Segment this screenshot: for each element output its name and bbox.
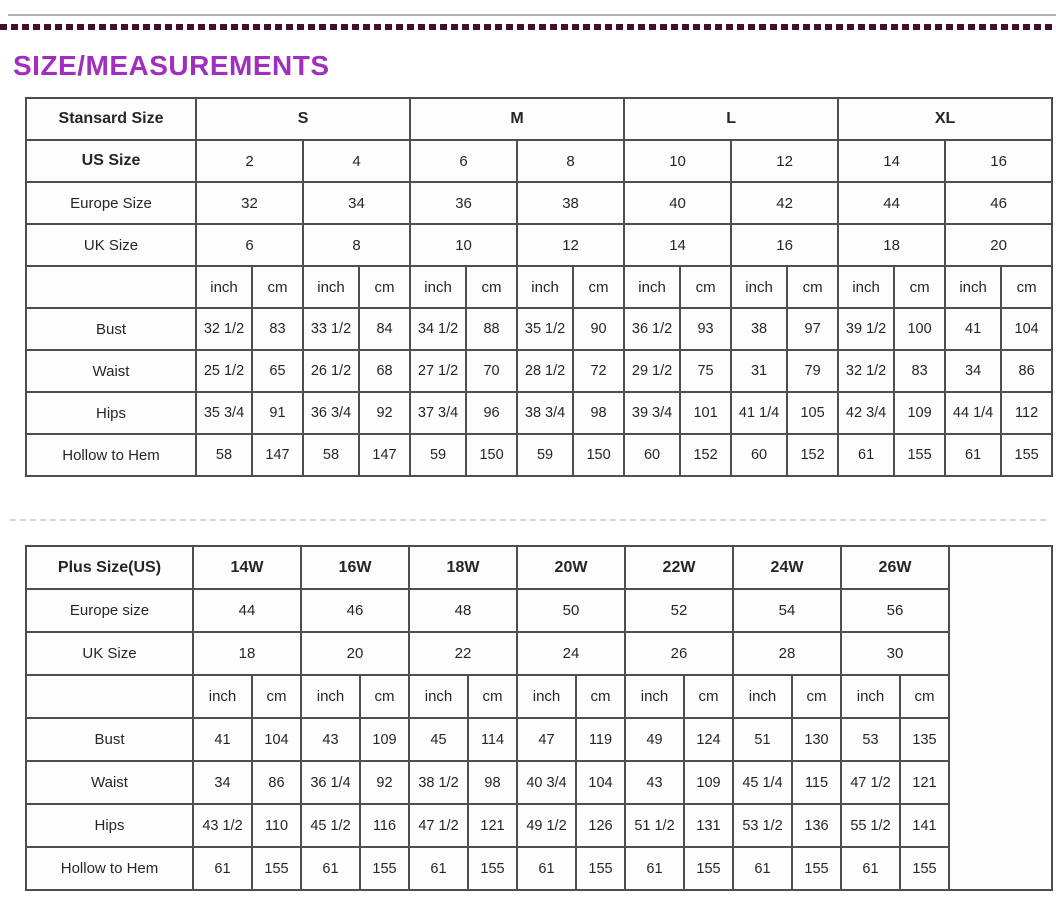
measurement-value: 93 [680,308,731,350]
row-label: Bust [26,718,193,761]
measurement-value: 105 [787,392,838,434]
unit-label: cm [252,675,301,718]
size-group-label: M [410,98,624,140]
measurement-value: 141 [900,804,949,847]
unit-label: inch [196,266,252,308]
unit-header-row [26,266,1052,308]
measurement-value: 155 [792,847,841,890]
size-conversion-row [26,140,1052,182]
measurement-value: 29 1/2 [624,350,680,392]
measurement-row [26,308,1052,350]
size-conversion-row [26,182,1052,224]
measurement-value: 36 1/4 [301,761,360,804]
row-label: UK Size [26,224,196,266]
size-group-label: S [196,98,410,140]
measurement-value: 83 [252,308,303,350]
size-value: 44 [193,589,301,632]
row-label: Hollow to Hem [26,434,196,476]
size-value: 38 [517,182,624,224]
measurement-value: 72 [573,350,624,392]
size-value: 36 [410,182,517,224]
unit-header-row [26,675,1052,718]
size-value: 28 [733,632,841,675]
measurement-value: 126 [576,804,625,847]
standard-size-table [25,97,1053,477]
measurement-value: 121 [468,804,517,847]
size-value: 46 [301,589,409,632]
measurement-value: 155 [252,847,301,890]
measurement-value: 49 [625,718,684,761]
measurement-value: 70 [466,350,517,392]
size-group-row [26,546,1052,589]
size-value: 8 [303,224,410,266]
size-value: 20 [945,224,1052,266]
measurement-value: 104 [1001,308,1052,350]
size-value: 10 [410,224,517,266]
measurement-value: 41 [945,308,1001,350]
measurement-value: 152 [680,434,731,476]
measurement-value: 34 [193,761,252,804]
empty-column-cell [949,546,1052,890]
measurement-value: 101 [680,392,731,434]
size-value: 30 [841,632,949,675]
measurement-value: 43 [301,718,360,761]
measurement-value: 43 [625,761,684,804]
unit-label: inch [838,266,894,308]
size-value: 10 [624,140,731,182]
size-value: 14 [624,224,731,266]
measurement-value: 91 [252,392,303,434]
size-value: 52 [625,589,733,632]
unit-label: inch [517,266,573,308]
size-value: 2 [196,140,303,182]
measurement-row [26,434,1052,476]
unit-label: inch [625,675,684,718]
size-value: 46 [945,182,1052,224]
measurement-row [26,847,1052,890]
measurement-value: 41 1/4 [731,392,787,434]
row-label: Europe size [26,589,193,632]
unit-label: inch [193,675,252,718]
size-value: 8 [517,140,624,182]
size-value: 6 [410,140,517,182]
measurement-row [26,718,1052,761]
row-label: Hips [26,392,196,434]
size-value: 42 [731,182,838,224]
measurement-value: 104 [576,761,625,804]
size-value: 12 [517,224,624,266]
measurement-value: 34 1/2 [410,308,466,350]
measurement-value: 47 [517,718,576,761]
measurement-value: 155 [1001,434,1052,476]
unit-label: inch [301,675,360,718]
measurement-value: 96 [466,392,517,434]
measurement-value: 60 [624,434,680,476]
measurement-row [26,804,1052,847]
size-value: 16 [945,140,1052,182]
size-group-label: L [624,98,838,140]
measurement-value: 68 [359,350,410,392]
measurement-value: 26 1/2 [303,350,359,392]
measurement-value: 110 [252,804,301,847]
row-label: Europe Size [26,182,196,224]
unit-label: cm [468,675,517,718]
dashed-divider-line [0,24,1056,30]
measurement-value: 147 [359,434,410,476]
blank-label-cell [26,675,193,718]
measurement-value: 109 [894,392,945,434]
unit-label: inch [624,266,680,308]
row-label: US Size [26,140,196,182]
measurement-value: 155 [360,847,409,890]
measurement-value: 45 1/4 [733,761,792,804]
measurement-value: 109 [684,761,733,804]
measurement-value: 136 [792,804,841,847]
faint-table-separator [10,519,1046,521]
measurement-value: 92 [360,761,409,804]
measurement-value: 112 [1001,392,1052,434]
measurement-value: 61 [301,847,360,890]
size-value: 40 [624,182,731,224]
unit-label: inch [841,675,900,718]
measurement-value: 65 [252,350,303,392]
measurement-value: 44 1/4 [945,392,1001,434]
measurement-value: 59 [410,434,466,476]
measurement-value: 35 1/2 [517,308,573,350]
measurement-value: 61 [945,434,1001,476]
row-label: Waist [26,761,193,804]
measurement-row [26,761,1052,804]
unit-label: cm [792,675,841,718]
unit-label: cm [466,266,517,308]
measurement-value: 150 [573,434,624,476]
size-group-row [26,98,1052,140]
measurement-value: 100 [894,308,945,350]
size-value: 26 [625,632,733,675]
measurement-value: 32 1/2 [196,308,252,350]
unit-label: cm [680,266,731,308]
measurement-value: 38 3/4 [517,392,573,434]
measurement-value: 155 [468,847,517,890]
measurement-value: 45 1/2 [301,804,360,847]
unit-label: inch [945,266,1001,308]
measurement-value: 37 3/4 [410,392,466,434]
measurement-value: 51 [733,718,792,761]
top-thin-line [8,14,1056,16]
size-value: 50 [517,589,625,632]
row-label: Hollow to Hem [26,847,193,890]
measurement-value: 61 [838,434,894,476]
plus-size-table [25,545,1053,891]
measurement-value: 31 [731,350,787,392]
measurement-value: 61 [733,847,792,890]
measurement-value: 41 [193,718,252,761]
size-group-label: 20W [517,546,625,589]
measurement-value: 35 3/4 [196,392,252,434]
measurement-value: 58 [196,434,252,476]
measurement-value: 38 [731,308,787,350]
measurement-value: 53 [841,718,900,761]
size-value: 20 [301,632,409,675]
measurement-value: 39 1/2 [838,308,894,350]
measurement-value: 83 [894,350,945,392]
size-value: 44 [838,182,945,224]
measurement-value: 86 [252,761,301,804]
row-label: Hips [26,804,193,847]
measurement-value: 150 [466,434,517,476]
size-value: 32 [196,182,303,224]
size-value: 14 [838,140,945,182]
unit-label: inch [733,675,792,718]
row-label: UK Size [26,632,193,675]
measurement-value: 109 [360,718,409,761]
measurement-value: 60 [731,434,787,476]
size-group-label: 16W [301,546,409,589]
measurement-value: 98 [573,392,624,434]
measurement-value: 38 1/2 [409,761,468,804]
measurement-value: 28 1/2 [517,350,573,392]
size-value: 56 [841,589,949,632]
measurement-value: 42 3/4 [838,392,894,434]
measurement-value: 39 3/4 [624,392,680,434]
unit-label: cm [573,266,624,308]
unit-label: inch [517,675,576,718]
measurement-value: 152 [787,434,838,476]
measurement-value: 25 1/2 [196,350,252,392]
size-value: 4 [303,140,410,182]
measurement-value: 61 [409,847,468,890]
measurement-value: 36 1/2 [624,308,680,350]
measurement-value: 155 [900,847,949,890]
size-value: 16 [731,224,838,266]
unit-label: cm [576,675,625,718]
size-value: 18 [193,632,301,675]
size-group-label: 26W [841,546,949,589]
size-group-label: 24W [733,546,841,589]
measurement-value: 121 [900,761,949,804]
measurement-value: 119 [576,718,625,761]
size-value: 6 [196,224,303,266]
measurement-value: 104 [252,718,301,761]
measurement-value: 51 1/2 [625,804,684,847]
measurement-value: 43 1/2 [193,804,252,847]
measurement-row [26,392,1052,434]
row-label: Waist [26,350,196,392]
measurement-value: 61 [193,847,252,890]
unit-label: inch [409,675,468,718]
measurement-value: 27 1/2 [410,350,466,392]
unit-label: cm [787,266,838,308]
measurement-value: 88 [466,308,517,350]
measurement-value: 84 [359,308,410,350]
measurement-value: 86 [1001,350,1052,392]
measurement-value: 47 1/2 [841,761,900,804]
measurement-value: 55 1/2 [841,804,900,847]
measurement-value: 75 [680,350,731,392]
size-value: 48 [409,589,517,632]
size-group-label: XL [838,98,1052,140]
measurement-value: 131 [684,804,733,847]
size-conversion-row [26,224,1052,266]
size-conversion-row [26,589,1052,632]
measurement-value: 114 [468,718,517,761]
measurement-value: 58 [303,434,359,476]
measurement-value: 61 [517,847,576,890]
measurement-value: 130 [792,718,841,761]
size-group-label: 22W [625,546,733,589]
size-value: 34 [303,182,410,224]
unit-label: cm [359,266,410,308]
measurement-value: 97 [787,308,838,350]
measurement-value: 92 [359,392,410,434]
unit-label: cm [900,675,949,718]
measurement-value: 155 [684,847,733,890]
measurement-value: 147 [252,434,303,476]
measurement-value: 61 [625,847,684,890]
measurement-value: 53 1/2 [733,804,792,847]
measurement-value: 116 [360,804,409,847]
page-title: SIZE/MEASUREMENTS [13,50,330,81]
measurement-value: 90 [573,308,624,350]
size-value: 18 [838,224,945,266]
measurement-value: 115 [792,761,841,804]
measurement-value: 36 3/4 [303,392,359,434]
size-value: 12 [731,140,838,182]
unit-label: cm [252,266,303,308]
size-group-label: 18W [409,546,517,589]
size-value: 24 [517,632,625,675]
measurement-value: 33 1/2 [303,308,359,350]
corner-label: Plus Size(US) [26,546,193,589]
measurement-value: 79 [787,350,838,392]
measurement-value: 155 [576,847,625,890]
unit-label: cm [894,266,945,308]
unit-label: inch [410,266,466,308]
unit-label: inch [731,266,787,308]
measurement-value: 135 [900,718,949,761]
size-group-label: 14W [193,546,301,589]
measurement-value: 98 [468,761,517,804]
row-label: Bust [26,308,196,350]
measurement-value: 40 3/4 [517,761,576,804]
measurement-value: 32 1/2 [838,350,894,392]
corner-label: Stansard Size [26,98,196,140]
measurement-value: 34 [945,350,1001,392]
measurement-value: 59 [517,434,573,476]
measurement-value: 124 [684,718,733,761]
measurement-value: 47 1/2 [409,804,468,847]
blank-label-cell [26,266,196,308]
measurement-row [26,350,1052,392]
measurement-value: 155 [894,434,945,476]
measurement-value: 49 1/2 [517,804,576,847]
size-conversion-row [26,632,1052,675]
unit-label: cm [360,675,409,718]
unit-label: inch [303,266,359,308]
unit-label: cm [684,675,733,718]
size-value: 54 [733,589,841,632]
unit-label: cm [1001,266,1052,308]
measurement-value: 45 [409,718,468,761]
size-value: 22 [409,632,517,675]
measurement-value: 61 [841,847,900,890]
